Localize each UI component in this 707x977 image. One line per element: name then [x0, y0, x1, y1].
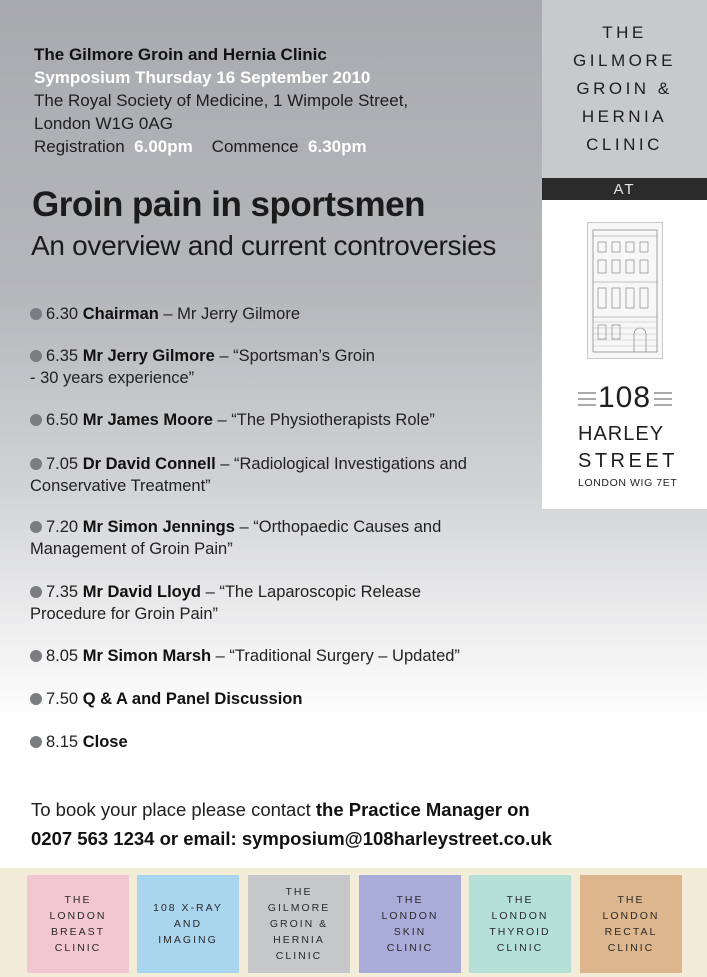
programme-item: 7.20 Mr Simon Jennings – “Orthopaedic Causes and Management of Groin Pain”	[30, 518, 442, 558]
bullet-icon	[30, 458, 42, 470]
symposium-date: Symposium Thursday 16 September 2010	[34, 68, 371, 87]
footer-clinic-thyroid: THE LONDON THYROID CLINIC	[469, 875, 571, 973]
building-number: 108	[597, 381, 652, 414]
booking-contact: To book your place please contact the Practice Manager on 0207 563 1234 or email: symposium@108harleystreet.co.uk	[31, 799, 552, 849]
bullet-icon	[30, 521, 42, 533]
contact-details: 0207 563 1234 or email: symposium@108harleystreet.co.uk	[31, 828, 552, 849]
clinic-name: The Gilmore Groin and Hernia Clinic	[34, 45, 327, 64]
registration-time: 6.00pm	[134, 137, 193, 156]
programme-item: 8.15 Close	[30, 731, 530, 753]
footer-clinic-breast: THE LONDON BREAST CLINIC	[27, 875, 129, 973]
bullet-icon	[30, 586, 42, 598]
venue-address-2: London W1G 0AG	[34, 114, 173, 133]
bullet-icon	[30, 693, 42, 705]
logo-address: LONDON WIG 7ET	[578, 477, 678, 489]
programme-item: 8.05 Mr Simon Marsh – “Traditional Surgery – Updated”	[30, 645, 530, 667]
registration-label: Registration	[34, 137, 125, 156]
programme-item: 6.30 Chairman – Mr Jerry Gilmore	[30, 303, 530, 325]
page-title: Groin pain in sportsmen	[32, 185, 425, 224]
bullet-icon	[30, 414, 42, 426]
building-illustration-icon	[587, 222, 663, 359]
harley-street-logo	[542, 200, 707, 509]
footer-clinic-groin: THE GILMORE GROIN & HERNIA CLINIC	[248, 875, 350, 973]
programme-item: 7.05 Dr David Connell – “Radiological Investigations and Conservative Treatment”	[30, 455, 467, 495]
venue-address-1: The Royal Society of Medicine, 1 Wimpole Street,	[34, 91, 409, 110]
programme-item: 6.35 Mr Jerry Gilmore – “Sportsman’s Groin - 30 years experience”	[30, 347, 375, 387]
bullet-icon	[30, 650, 42, 662]
footer-clinic-rectal: THE LONDON RECTAL CLINIC	[580, 875, 682, 973]
number-decoration-right-icon	[654, 390, 672, 408]
event-header	[34, 43, 534, 158]
footer-clinic-xray: 108 X-RAY AND IMAGING	[137, 875, 239, 973]
clinic-logo-panel: THE GILMORE GROIN & HERNIA CLINIC	[542, 0, 707, 178]
bullet-icon	[30, 350, 42, 362]
bullet-icon	[30, 308, 42, 320]
programme-item: 6.50 Mr James Moore – “The Physiotherapists Role”	[30, 409, 530, 431]
commence-label: Commence	[211, 137, 299, 156]
logo-street: STREET	[578, 450, 678, 472]
programme-item: 7.35 Mr David Lloyd – “The Laparoscopic Release Procedure for Groin Pain”	[30, 583, 422, 623]
footer-clinic-skin: THE LONDON SKIN CLINIC	[359, 875, 461, 973]
bullet-icon	[30, 736, 42, 748]
commence-time: 6.30pm	[308, 137, 367, 156]
page-subtitle: An overview and current controversies	[31, 230, 497, 261]
clinic-footer	[0, 868, 707, 977]
logo-harley: HARLEY	[578, 423, 665, 445]
at-bar: AT	[542, 178, 707, 200]
times-line	[34, 135, 534, 158]
programme-item: 7.50 Q & A and Panel Discussion	[30, 688, 530, 710]
